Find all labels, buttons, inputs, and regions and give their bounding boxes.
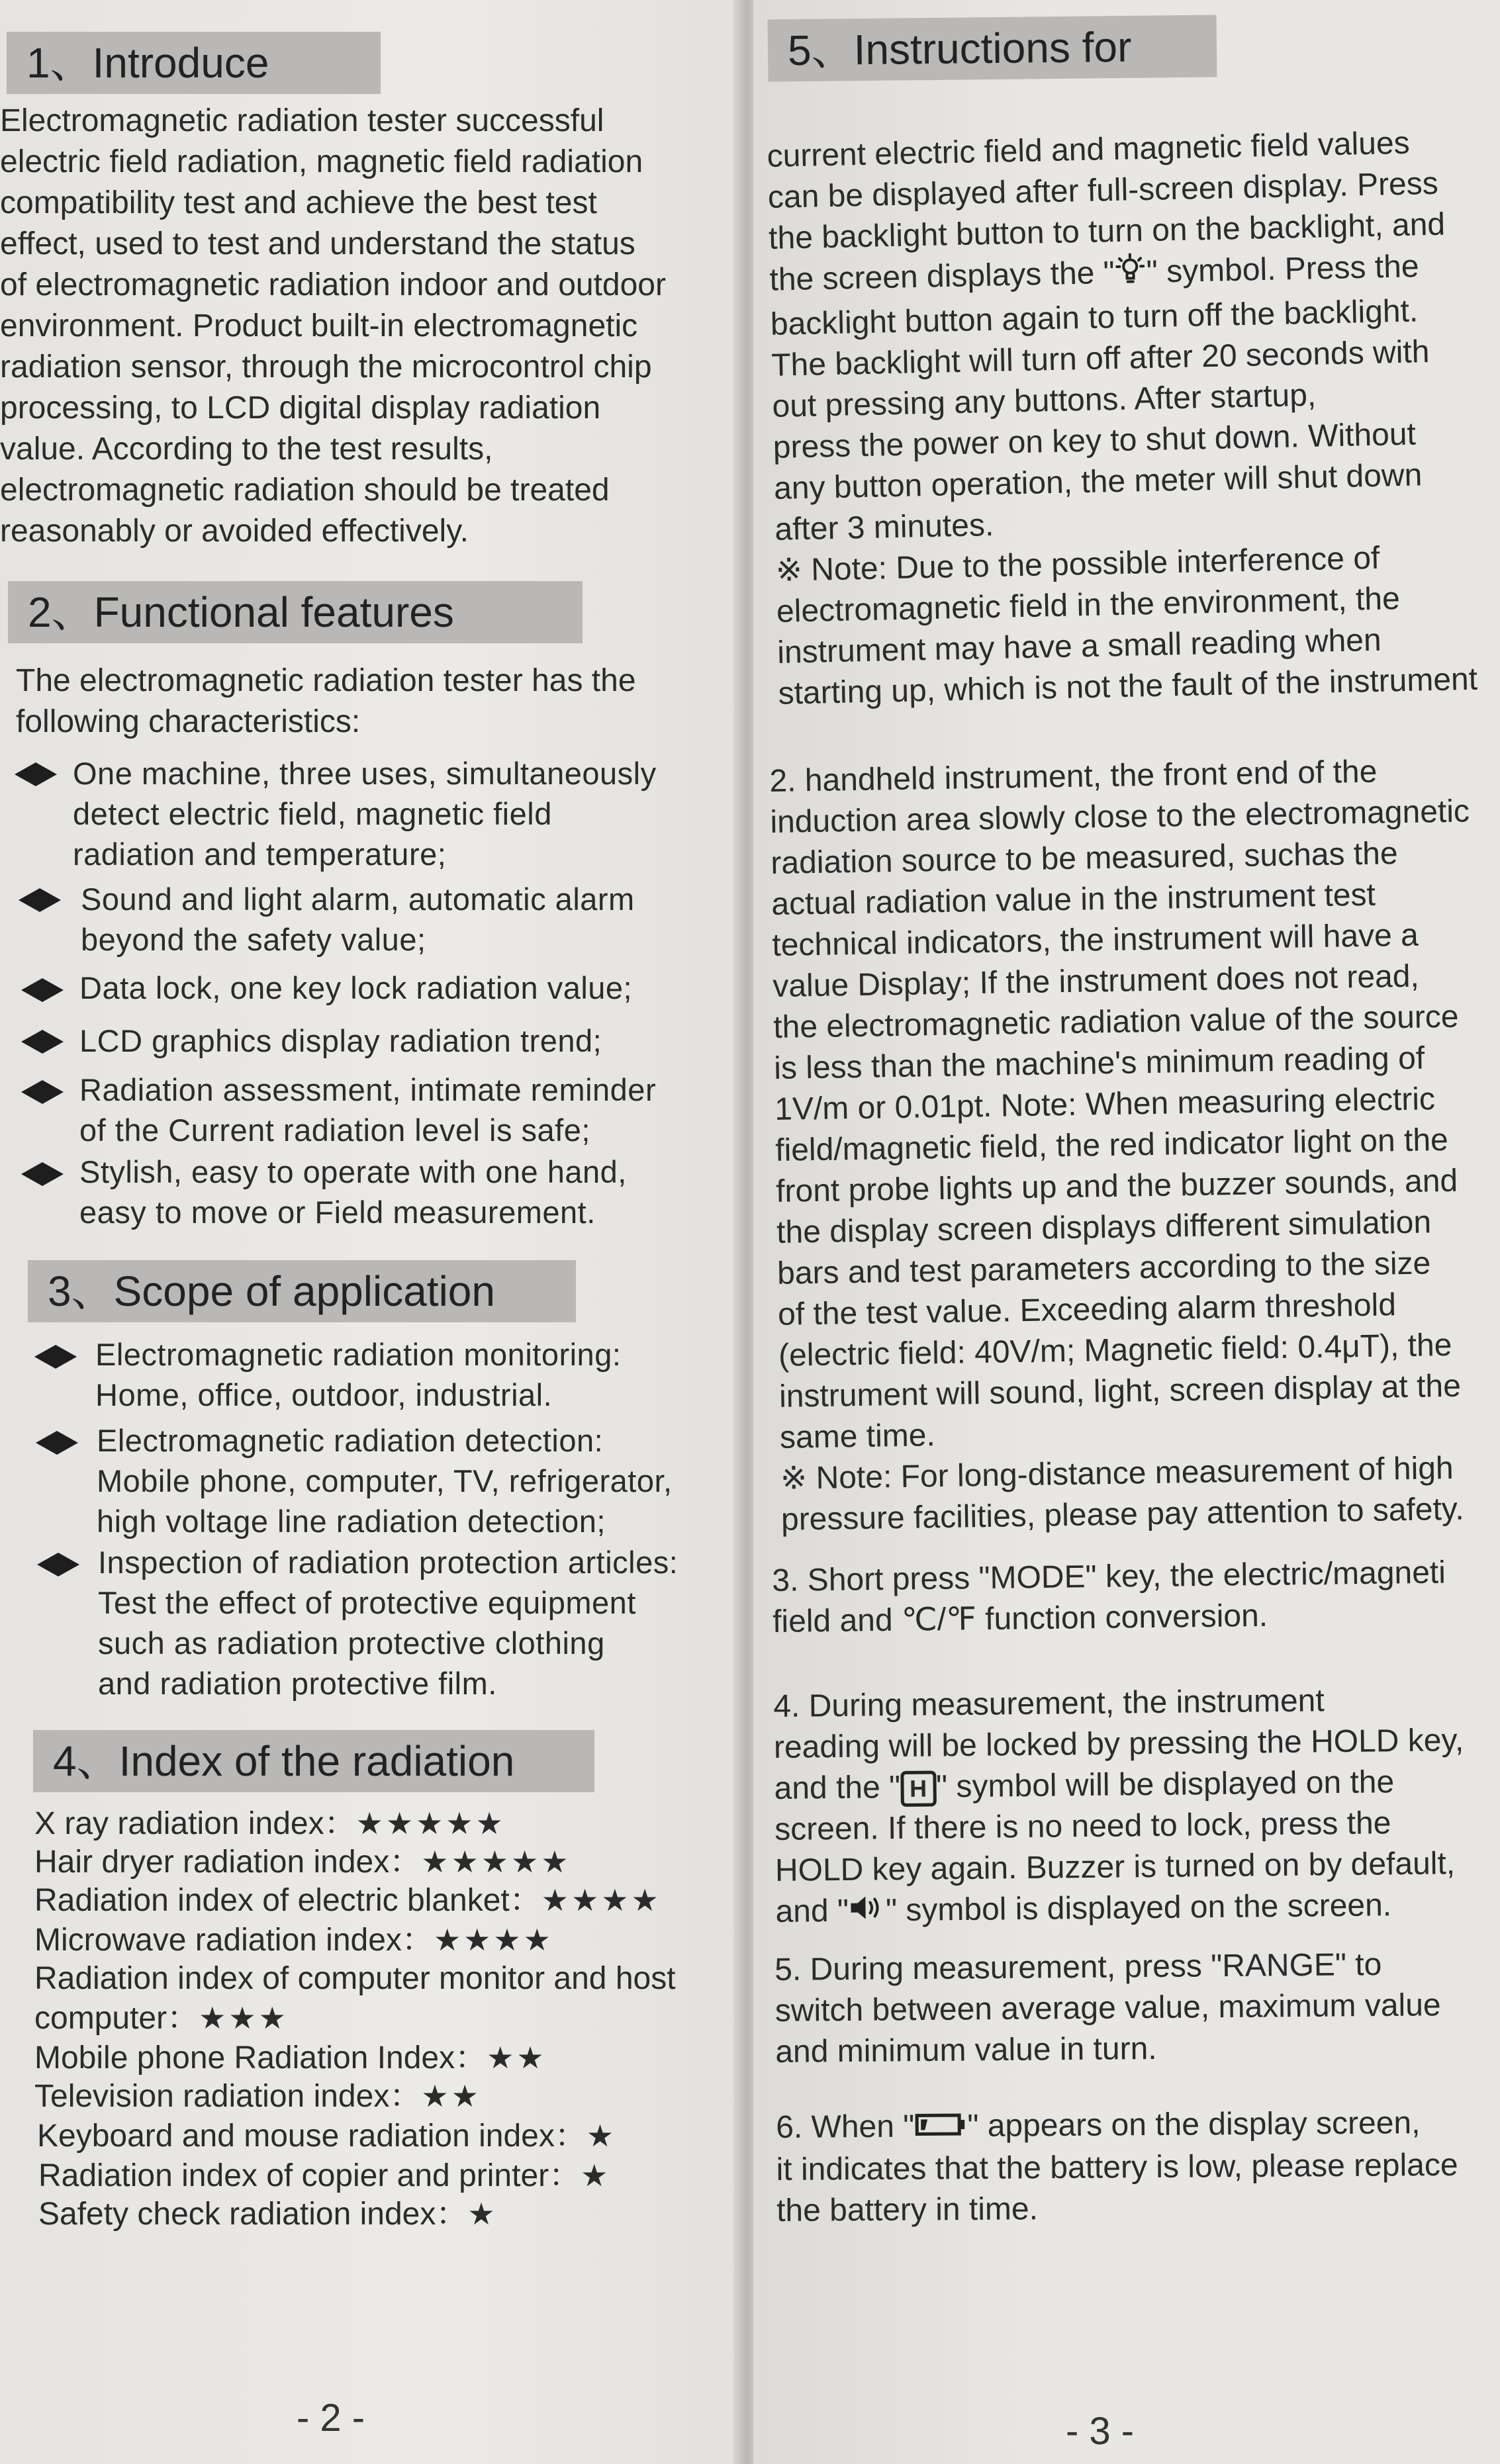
introduce-paragraph: Electromagnetic radiation tester successful electric field radiation, magnetic field radiation compatibility test and achieve the best test effect, used to test and understand the status of electromagnetic radiation indoor and outdoor environment. Product built-in electromagnetic radiation sensor, through the microcontrol chip processing, to LCD digital display radiation value. According to the test results, electromagnetic radiation should be treated reasonably or avoided effectively. bbox=[0, 103, 666, 549]
hold-icon: H bbox=[900, 1771, 937, 1807]
instructions-text: backlight button again to turn off the backlight. The backlight will turn off after 20 seconds with out pressing any buttons. After startup, press the power on key to shut down. Without any button operation, the meter will shut down after 3 minutes. ※ Note: Due to the possible interference of electromagnetic field in the environment, the instrument may have a small reading when starting up, which is not the fault of the instrument bbox=[770, 293, 1478, 711]
section-scope-title: 3、Scope of application bbox=[28, 1260, 576, 1322]
bullet-diamond-icon bbox=[34, 1345, 77, 1369]
index-label: Safety check radiation index： bbox=[38, 2197, 468, 2232]
star-rating: ★★★★ bbox=[541, 1882, 661, 1918]
star-rating: ★★ bbox=[421, 2078, 481, 2114]
star-rating: ★ bbox=[586, 2118, 617, 2154]
index-label: computer： bbox=[34, 2001, 199, 2036]
feature-item: Data lock, one key lock radiation value; bbox=[79, 970, 633, 1005]
instructions-text: 4. During measurement, the instrument reading will be locked by pressing the HOLD key, and the " bbox=[773, 1683, 1464, 1806]
bullet-diamond-icon bbox=[36, 1431, 78, 1455]
battery-low-icon bbox=[914, 2107, 967, 2149]
section-instructions-title: 5、Instructions for bbox=[768, 15, 1217, 81]
star-rating: ★ bbox=[581, 2158, 611, 2193]
index-label: Radiation index of copier and printer： bbox=[38, 2158, 581, 2193]
section-index-title: 4、Index of the radiation bbox=[33, 1730, 594, 1792]
instructions-paragraph-4 bbox=[773, 1679, 1497, 1935]
bullet-diamond-icon bbox=[21, 1162, 64, 1186]
bullet-diamond-icon bbox=[21, 978, 64, 1002]
instructions-text: " symbol is displayed on the screen. bbox=[885, 1888, 1392, 1929]
instructions-text: " symbol. Press the bbox=[1146, 249, 1420, 290]
lightbulb-icon bbox=[1114, 251, 1147, 297]
left-page bbox=[0, 0, 741, 2464]
index-row bbox=[37, 2117, 616, 2156]
star-rating: ★★★★ bbox=[433, 1922, 553, 1958]
index-row bbox=[34, 1921, 553, 1960]
feature-item: Radiation assessment, intimate reminder of the Current radiation level is safe; bbox=[79, 1072, 657, 1148]
instructions-text: " appears on the display screen, it indicates that the battery is low, please replace the battery in time. bbox=[776, 2105, 1458, 2229]
star-rating: ★★★★★ bbox=[355, 1805, 506, 1841]
instructions-text: current electric field and magnetic field values can be displayed after full-screen display. Press the backlight button to turn on the backlight, and bbox=[767, 125, 1446, 256]
speaker-icon bbox=[849, 1892, 886, 1934]
instructions-paragraph-3: 3. Short press "MODE" key, the electric/magneti field and ℃/℉ function conversion. bbox=[772, 1555, 1446, 1639]
section-introduce-title: 1、Introduce bbox=[7, 32, 381, 94]
index-label: Keyboard and mouse radiation index： bbox=[37, 2119, 586, 2154]
features-intro: The electromagnetic radiation tester has the following characteristics: bbox=[16, 663, 636, 739]
index-label: Mobile phone Radiation Index： bbox=[34, 2040, 487, 2076]
right-page bbox=[753, 0, 1500, 2464]
index-row bbox=[34, 1959, 676, 1998]
instructions-paragraph-5: 5. During measurement, press "RANGE" to switch between average value, maximum value and minimum value in turn. bbox=[774, 1946, 1441, 2070]
bullet-diamond-icon bbox=[19, 888, 61, 912]
bullet-diamond-icon bbox=[21, 1080, 64, 1104]
bullet-diamond-icon bbox=[21, 1030, 64, 1054]
bullet-diamond-icon bbox=[15, 762, 57, 786]
instructions-text: 6. When " bbox=[776, 2109, 915, 2145]
feature-item: One machine, three uses, simultaneously detect electric field, magnetic field radiation and temperature; bbox=[73, 756, 657, 872]
index-label: Microwave radiation index： bbox=[34, 1923, 434, 1958]
index-row bbox=[34, 1843, 571, 1882]
star-rating: ★★★ bbox=[199, 2000, 289, 2036]
index-label: Radiation index of computer monitor and host bbox=[34, 1961, 676, 1996]
instructions-paragraph-2: 2. handheld instrument, the front end of the induction area slowly close to the electromagnetic radiation source to be measured, suchas the actual radiation value in the instrument test technical indicators, the instrument will have a value Display; If the instrument does not read, the electromagnetic radiation value of the source is less than the machine's minimum reading of 1V/m or 0.01pt. Note: When measuring electric field/magnetic field, the red indicator light on the front probe lights up and the buzzer sounds, and the display screen displays different simulation bars and test parameters according to the size of the test value. Exceeding alarm threshold (electric field: 40V/m; Magnetic field: 0.4μT), the instrument will sound, light, screen display at the same time. ※ Note: For long-distance measurement of high pressure facilities, please pay attention to safety. bbox=[769, 754, 1470, 1537]
feature-item: Stylish, easy to operate with one hand, easy to move or Field measurement. bbox=[79, 1154, 627, 1230]
index-label: Hair dryer radiation index： bbox=[34, 1845, 422, 1880]
bullet-diamond-icon bbox=[37, 1553, 79, 1576]
instructions-text: " symbol will be displayed on the screen. If there is no need to lock, press the HOLD key again. Buzzer is turned on by default, and " bbox=[774, 1764, 1456, 1929]
instructions-paragraph-6 bbox=[776, 2102, 1498, 2232]
section-features-title: 2、Functional features bbox=[8, 581, 583, 643]
index-row bbox=[34, 1999, 289, 2038]
index-label: Television radiation index： bbox=[34, 2079, 422, 2114]
index-row bbox=[38, 2156, 610, 2195]
index-row bbox=[34, 2038, 547, 2077]
index-row bbox=[34, 2077, 481, 2116]
index-row bbox=[38, 2195, 498, 2234]
feature-item: LCD graphics display radiation trend; bbox=[79, 1023, 602, 1058]
instructions-text: the screen displays the " bbox=[769, 255, 1115, 298]
scope-item: Inspection of radiation protection articles: Test the effect of protective equipment such as radiation protective clothing and radiation protective film. bbox=[98, 1545, 679, 1701]
star-rating: ★★★★★ bbox=[421, 1844, 571, 1880]
scope-item: Electromagnetic radiation detection: Mobile phone, computer, TV, refrigerator, high voltage line radiation detection; bbox=[97, 1423, 673, 1539]
star-rating: ★★ bbox=[487, 2040, 547, 2076]
page-number-right: - 3 - bbox=[1066, 2410, 1135, 2453]
index-label: X ray radiation index： bbox=[34, 1806, 356, 1841]
star-rating: ★ bbox=[467, 2196, 498, 2232]
page-number-left: - 2 - bbox=[297, 2396, 365, 2440]
instructions-paragraph-1 bbox=[767, 121, 1500, 715]
index-row bbox=[34, 1881, 661, 1920]
index-label: Radiation index of electric blanket： bbox=[34, 1883, 541, 1918]
index-row bbox=[34, 1804, 506, 1843]
scope-item: Electromagnetic radiation monitoring: Home, office, outdoor, industrial. bbox=[95, 1337, 622, 1412]
feature-item: Sound and light alarm, automatic alarm beyond the safety value; bbox=[81, 882, 635, 957]
